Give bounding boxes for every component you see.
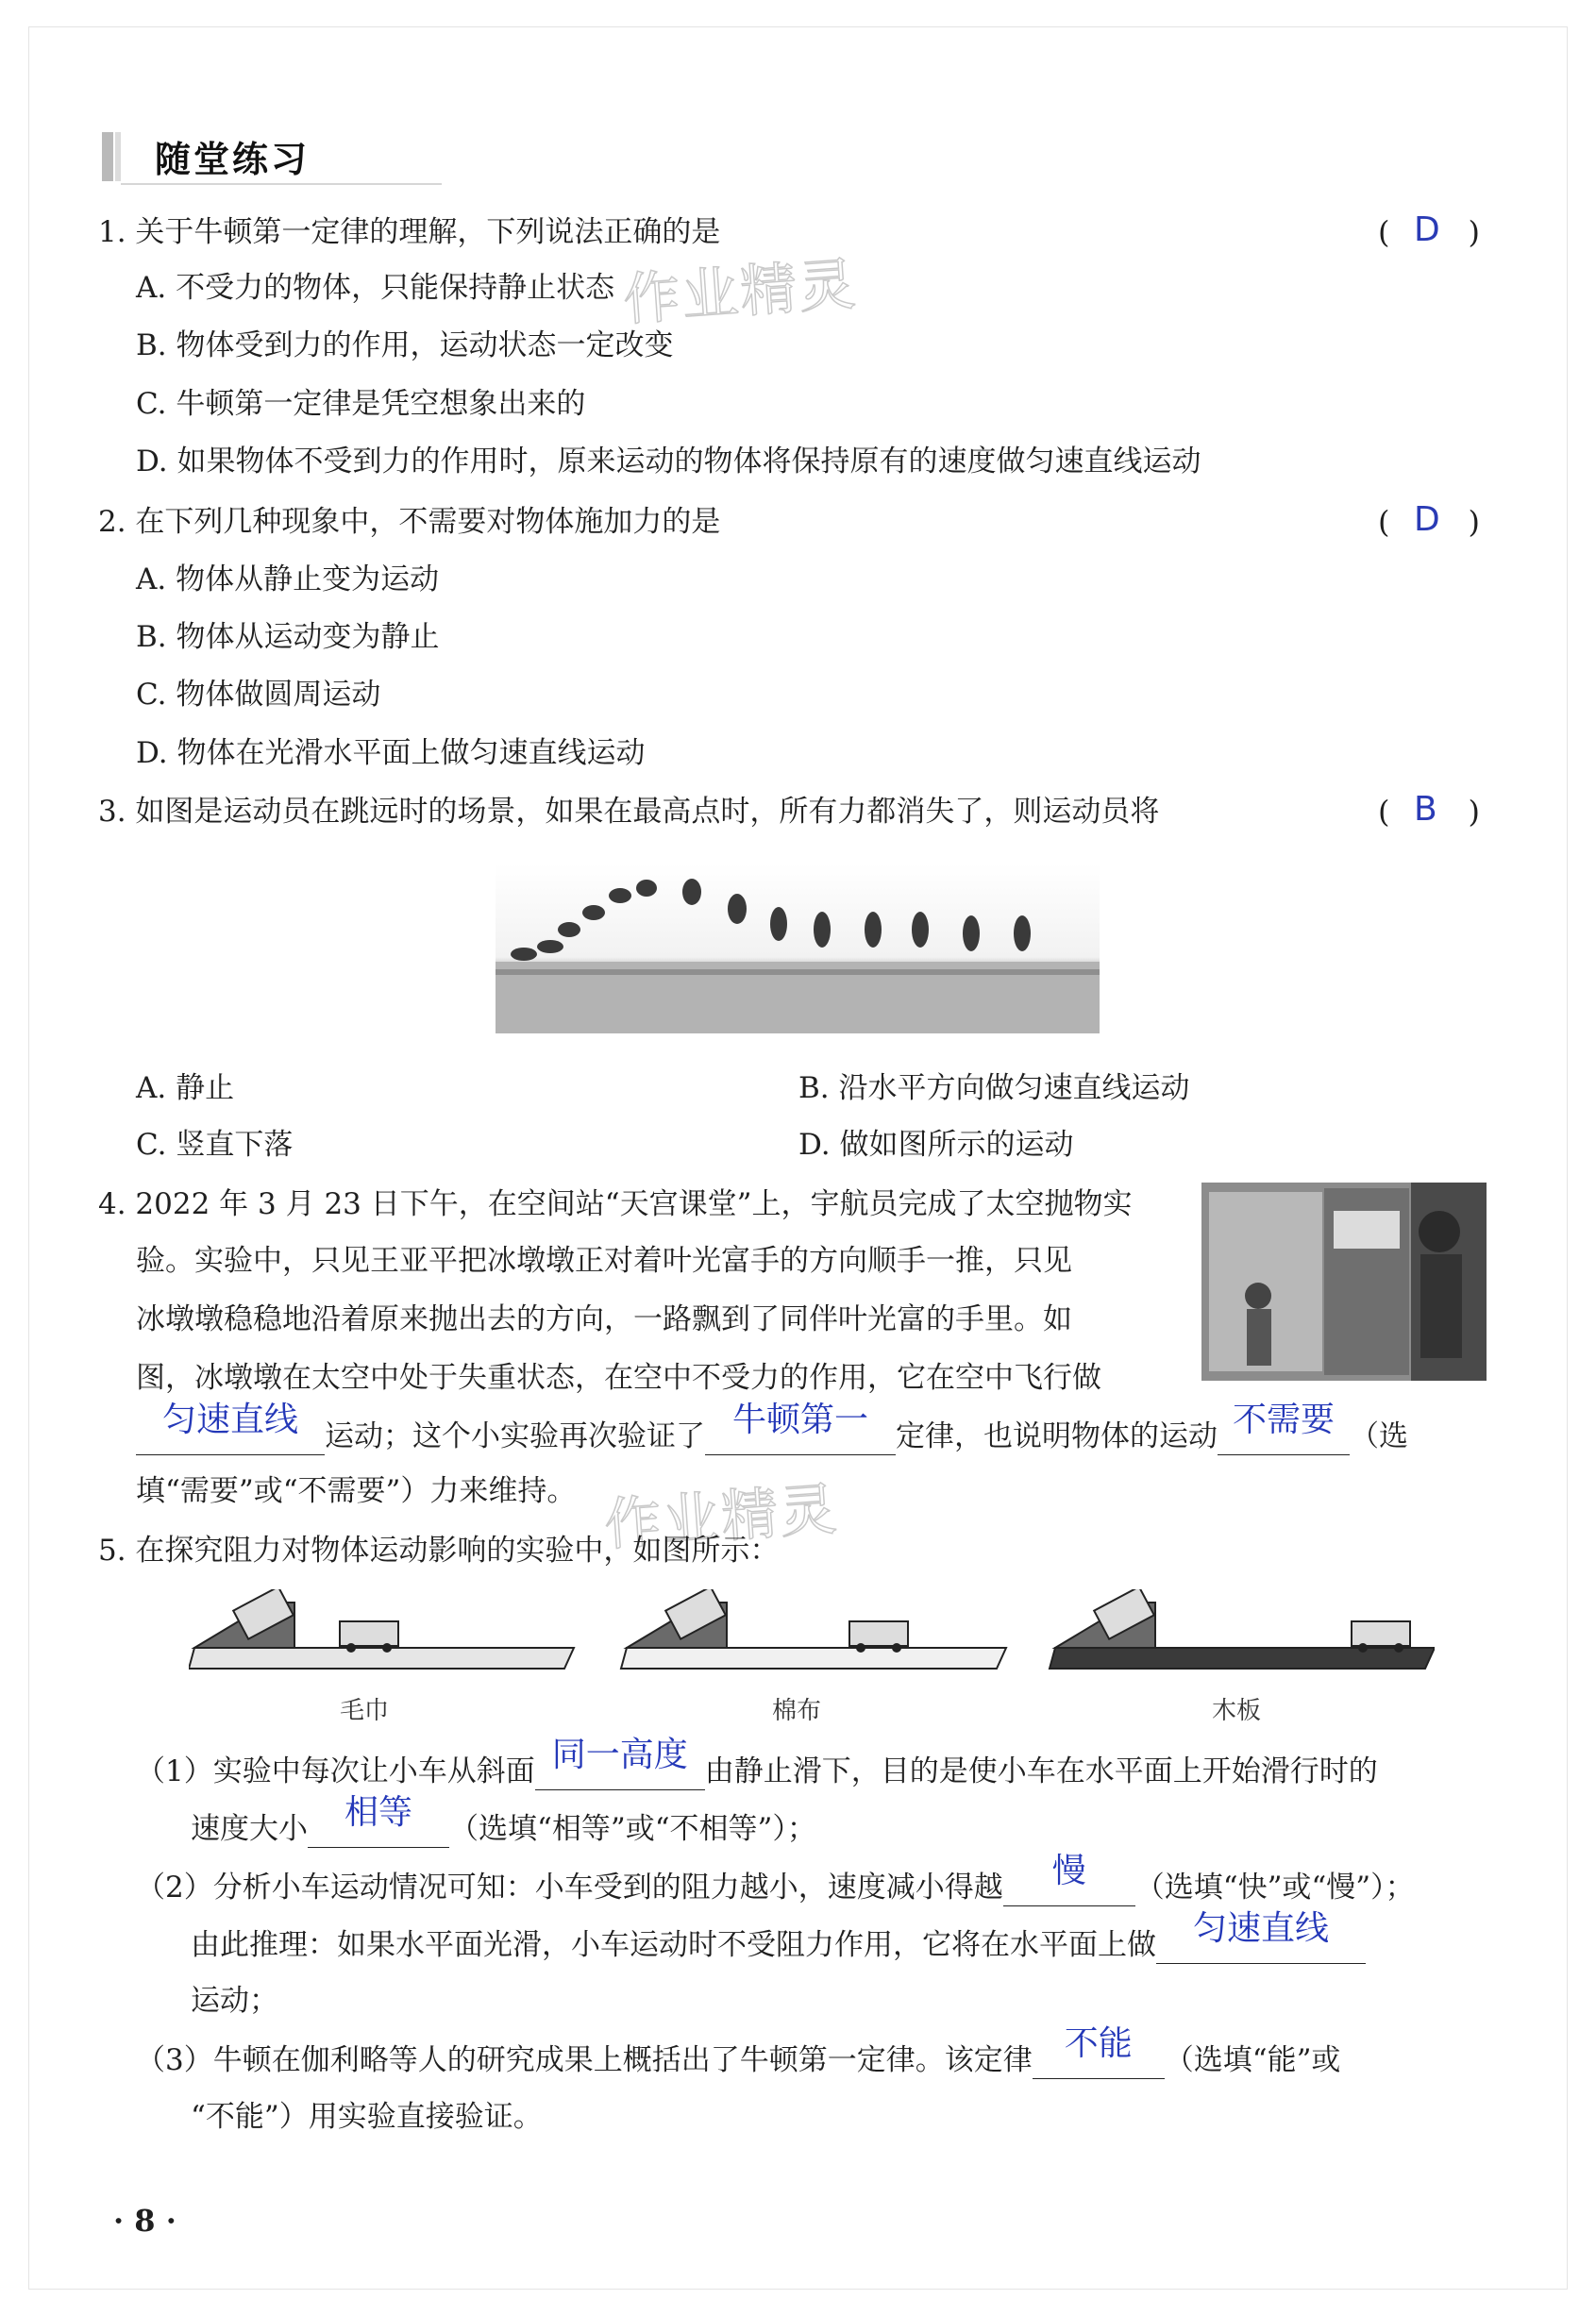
section-header xyxy=(102,125,338,185)
q5-part2-line1 xyxy=(136,1852,1415,1906)
header-bar-light xyxy=(115,132,121,181)
q4-seg-a: 运动；这个小实验再次验证了 xyxy=(325,1419,705,1453)
q2-option-c: C. 物体做圆周运动 xyxy=(136,678,381,712)
q1-option-a: A. 不受力的物体，只能保持静止状态 xyxy=(136,271,615,305)
q4-line-3: 冰墩墩稳稳地沿着原来抛出去的方向，一路飘到了同伴叶光富的手里。如 xyxy=(136,1302,1072,1336)
q4-blank-3-answer: 不需要 xyxy=(1232,1401,1335,1439)
q5-p1-d: （选填“相等”或“不相等”）； xyxy=(449,1812,816,1846)
space-station-photo xyxy=(1201,1183,1487,1381)
q5-blank-3-answer: 慢 xyxy=(1051,1852,1086,1890)
q5-part2-line2 xyxy=(191,1909,1366,1964)
q3-stem: 3. 如图是运动员在跳远时的场景，如果在最高点时，所有力都消失了，则运动员将 xyxy=(98,795,1160,829)
q1-option-b: B. 物体受到力的作用，运动状态一定改变 xyxy=(136,328,674,362)
q4-line-6: 填“需要”或“不需要”）力来维持。 xyxy=(136,1474,577,1508)
watermark-2: 作业精灵 xyxy=(602,1476,841,1559)
q5-blank-2[interactable] xyxy=(308,1793,449,1848)
q5-p2-d: 运动； xyxy=(191,1984,278,2018)
q4-blank-3[interactable] xyxy=(1218,1401,1350,1455)
watermark: 作业精灵 xyxy=(621,251,860,334)
q5-p3-c: “不能”）用实验直接验证。 xyxy=(191,2100,543,2134)
q5-part3-line1 xyxy=(136,2024,1341,2079)
q5-part1-line1 xyxy=(136,1736,1378,1790)
q3-option-a: A. 静止 xyxy=(136,1071,235,1105)
q3-option-c: C. 竖直下落 xyxy=(136,1128,294,1162)
q5-p3-a: （3）牛顿在伽利略等人的研究成果上概括出了牛顿第一定律。该定律 xyxy=(136,2043,1033,2077)
long-jump-photo xyxy=(496,864,1100,1033)
q5-blank-5-answer: 不能 xyxy=(1064,2024,1133,2063)
q2-option-d: D. 物体在光滑水平面上做匀速直线运动 xyxy=(136,736,646,770)
q4-line-5 xyxy=(136,1401,1408,1455)
q4-seg-b: 定律，也说明物体的运动 xyxy=(896,1419,1218,1453)
caption-cotton: 棉布 xyxy=(772,1697,822,1725)
ramp-cotton xyxy=(621,1589,1006,1669)
header-bar xyxy=(102,132,113,181)
q1-option-d: D. 如果物体不受到力的作用时，原来运动的物体将保持原有的速度做匀速直线运动 xyxy=(136,445,1201,478)
q5-p3-b: （选填“能”或 xyxy=(1164,2043,1341,2077)
q5-part1-line2 xyxy=(191,1793,816,1848)
q5-p1-c: 速度大小 xyxy=(191,1812,308,1846)
q5-blank-4-answer: 匀速直线 xyxy=(1192,1909,1329,1948)
q5-blank-1-answer: 同一高度 xyxy=(551,1736,688,1774)
q4-line-4: 图，冰墩墩在太空中处于失重状态，在空中不受力的作用，它在空中飞行做 xyxy=(136,1361,1101,1395)
caption-towel: 毛巾 xyxy=(340,1697,390,1725)
q5-p2-c: 由此推理：如果水平面光滑，小车运动时不受阻力作用，它将在水平面上做 xyxy=(191,1928,1156,1962)
q5-stem: 5. 在探究阻力对物体运动影响的实验中，如图所示： xyxy=(98,1534,780,1568)
q5-p1-b: 由静止滑下，目的是使小车在水平面上开始滑行时的 xyxy=(704,1754,1378,1788)
q5-blank-1[interactable] xyxy=(535,1736,705,1790)
ramp-wood xyxy=(1050,1589,1435,1669)
page-number: · 8 · xyxy=(113,2203,176,2239)
q4-blank-1-answer: 匀速直线 xyxy=(161,1401,298,1439)
q3-option-b: B. 沿水平方向做匀速直线运动 xyxy=(798,1071,1190,1105)
q2-option-b: B. 物体从运动变为静止 xyxy=(136,620,440,654)
q1-option-c: C. 牛顿第一定律是凭空想象出来的 xyxy=(136,387,586,421)
q5-blank-4[interactable] xyxy=(1156,1909,1366,1964)
q5-blank-5[interactable] xyxy=(1033,2024,1165,2079)
q1-answer: D xyxy=(1414,210,1440,249)
q4-blank-1[interactable] xyxy=(136,1401,325,1455)
q4-line-1: 4. 2022 年 3 月 23 日下午，在空间站“天宫课堂”上，宇航员完成了太空抛物实 xyxy=(98,1187,1133,1221)
q5-blank-3[interactable] xyxy=(1003,1852,1135,1906)
q3-option-d: D. 做如图所示的运动 xyxy=(798,1128,1074,1162)
q2-answer: D xyxy=(1414,500,1440,539)
q5-p2-a: （2）分析小车运动情况可知：小车受到的阻力越小，速度减小得越 xyxy=(136,1871,1003,1905)
q4-blank-2-answer: 牛顿第一 xyxy=(731,1401,868,1439)
q2-stem: 2. 在下列几种现象中，不需要对物体施加力的是 xyxy=(98,505,721,539)
friction-experiment-figure xyxy=(189,1589,1435,1693)
q5-p1-a: （1）实验中每次让小车从斜面 xyxy=(136,1754,535,1788)
q1-stem: 1. 关于牛顿第一定律的理解，下列说法正确的是 xyxy=(98,215,721,249)
header-underline xyxy=(121,183,442,185)
q5-blank-2-answer: 相等 xyxy=(344,1793,412,1832)
section-title: 随堂练习 xyxy=(155,139,311,180)
q4-blank-2[interactable] xyxy=(705,1401,896,1455)
q3-answer: B xyxy=(1414,790,1437,829)
q2-option-a: A. 物体从静止变为运动 xyxy=(136,562,440,596)
ramp-towel xyxy=(189,1589,574,1669)
q4-line-2: 验。实验中，只见王亚平把冰墩墩正对着叶光富手的方向顺手一推，只见 xyxy=(136,1244,1072,1278)
q5-p2-b: （选填“快”或“慢”）； xyxy=(1134,1871,1415,1905)
caption-wood: 木板 xyxy=(1212,1697,1262,1725)
q4-seg-c: （选 xyxy=(1350,1419,1408,1453)
